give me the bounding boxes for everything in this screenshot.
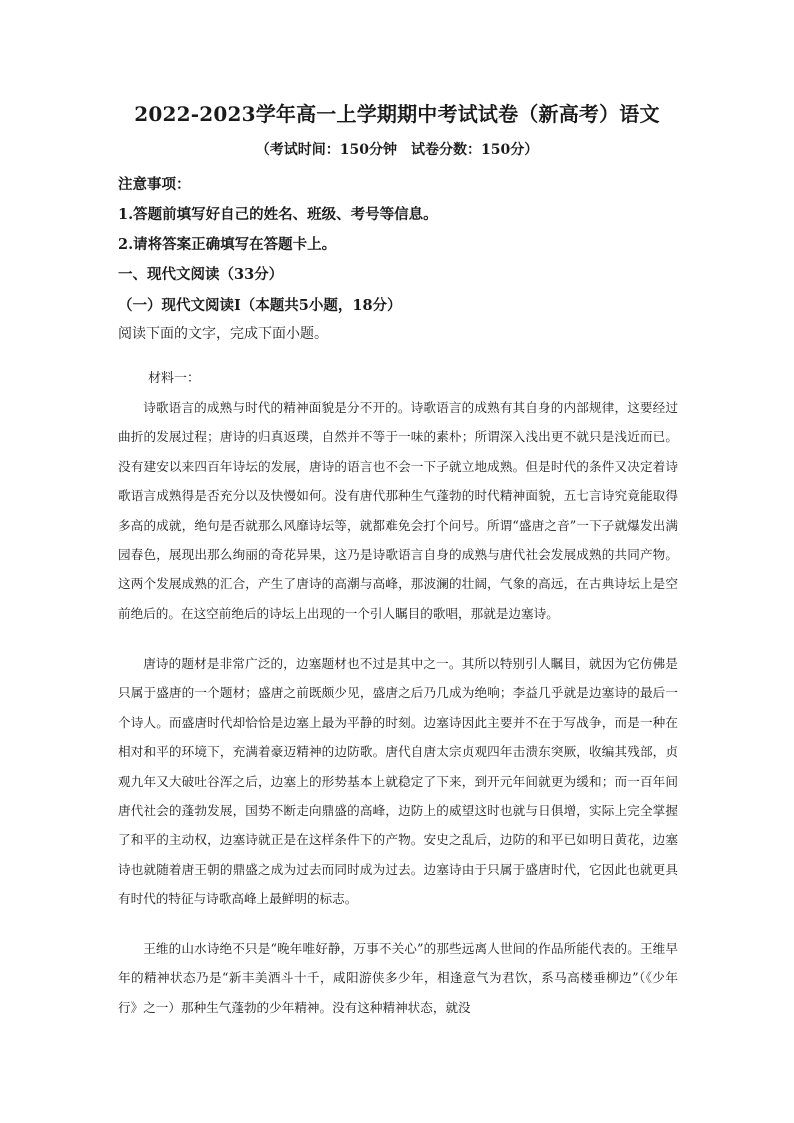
- material-paragraph-3: 王维的山水诗绝不只是“晚年唯好静，万事不关心”的那些远离人世间的作品所能代表的。王维早年的精神状态乃是“新丰美酒斗十千，咸阳游侠多少年，相逢意气为君饮，系马高楼垂柳边”（《少年行》之一）那种生气蓬勃的少年精神。没有这种精神状态，就没: [118, 941, 678, 1015]
- material-label: 材料一：: [148, 371, 201, 386]
- reading-instruction: 阅读下面的文字，完成下面小题。: [118, 326, 328, 342]
- section-heading: 一、现代文阅读（33分）: [118, 266, 284, 283]
- subsection-heading: （一）现代文阅读Ⅰ（本题共5小题，18分）: [118, 297, 402, 314]
- notes-item-1: 1.答题前填写好自己的姓名、班级、考号等信息。: [118, 206, 438, 223]
- notes-item-2: 2.请将答案正确填写在答题卡上。: [118, 236, 337, 253]
- material-paragraph-2: 唐诗的题材是非常广泛的，边塞题材也不过是其中之一。其所以特别引人瞩目，就因为它仿佛是只属于盛唐的一个题材；盛唐之前既颇少见，盛唐之后乃几成为绝响；李益几乎就是边塞诗的最后一个诗人。而盛唐时代却恰恰是边塞上最为平静的时刻。边塞诗因此主要并不在于写战争，而是一种在相对和平的环境下，充满着豪迈精神的边防歌。唐代自唐太宗贞观四年击溃东突厥，收编其残部，贞观九年又大破吐谷浑之后，边塞上的形势基本上就稳定了下来，到开元年间就更为缓和；而一百年间唐代社会的蓬勃发展，国势不断走向鼎盛的高峰，边防上的威望这时也就与日俱增，实际上完全掌握了和平的主动权，边塞诗就正是在这样条件下的产物。安史之乱后，边防的和平已如明日黄花，边塞诗也就随着唐王朝的鼎盛之成为过去而同时成为过去。边塞诗由于只属于盛唐时代，它因此也就更具有时代的特征与诗歌高峰上最鲜明的标志。: [118, 656, 678, 907]
- notes-heading: 注意事项：: [118, 176, 191, 193]
- exam-subtitle: （考试时间：150分钟 试卷分数：150分）: [255, 142, 539, 158]
- material-paragraph-1: 诗歌语言的成熟与时代的精神面貌是分不开的。诗歌语言的成熟有其自身的内部规律，这要经过曲折的发展过程；唐诗的归真返璞，自然并不等于一味的素朴；所谓深入浅出更不就只是浅近而已。没有建安以来四百年诗坛的发展，唐诗的语言也不会一下子就立地成熟。但是时代的条件又决定着诗歌语言成熟得是否充分以及快慢如何。没有唐代那种生气蓬勃的时代精神面貌，五七言诗究竟能取得多高的成就，绝句是否就那么风靡诗坛等，就都难免会打个问号。所谓“盛唐之音”一下子就爆发出满园春色，展现出那么绚丽的奇花异果，这乃是诗歌语言自身的成熟与唐代社会发展成熟的共同产物。这两个发展成熟的汇合，产生了唐诗的高潮与高峰，那波澜的壮阔，气象的高远，在古典诗坛上是空前绝后的。在这空前绝后的诗坛上出现的一个引人瞩目的歌唱，那就是边塞诗。: [118, 400, 678, 621]
- exam-title: 2022-2023学年高一上学期期中考试试卷（新高考）语文: [134, 102, 660, 126]
